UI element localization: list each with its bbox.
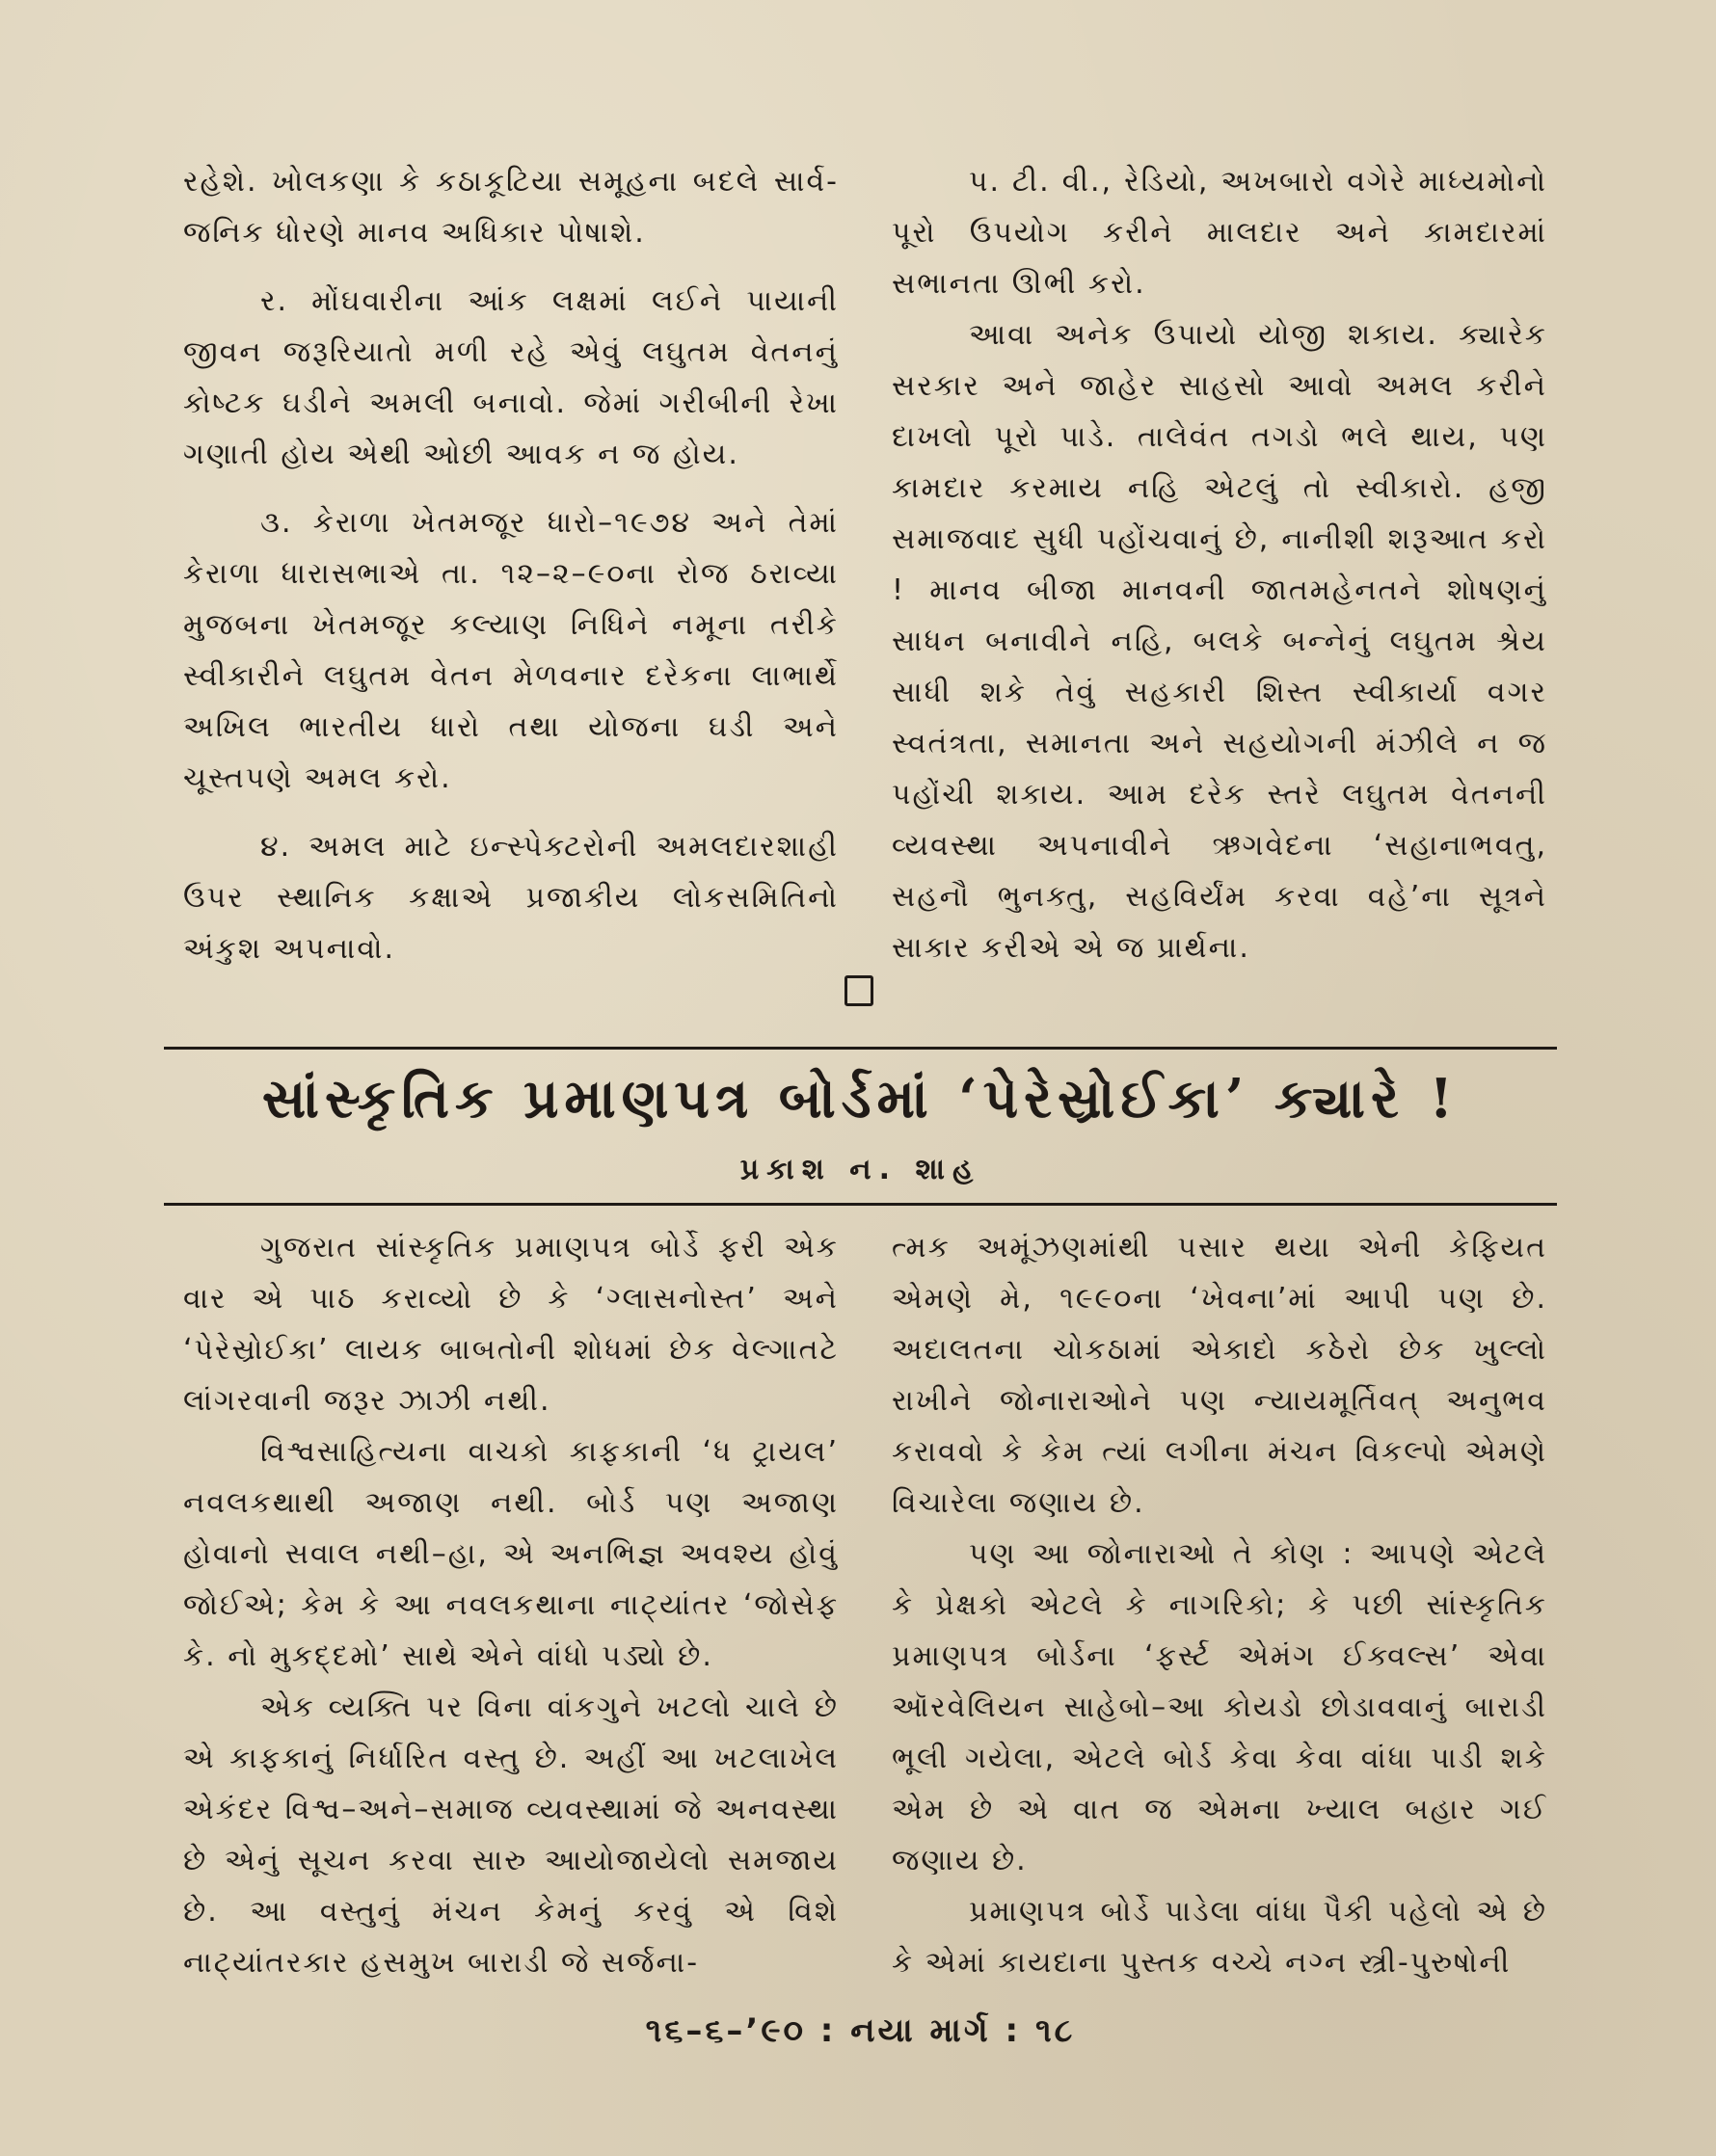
page-footer: ૧૬–૬–’૯૦ : નયા માર્ગ : ૧૮ [645, 2011, 1076, 2050]
bottom-right-column [892, 1222, 1547, 1988]
paragraph: ગુજરાત સાંસ્કૃતિક પ્રમાણપત્ર બોર્ડે ફરી એક વાર એ પાઠ કરાવ્યો છે કે ‘ગ્લાસનોસ્ત’ અને ‘પેરેસ્રોઈકા’ લાયક બાબતોની શોધમાં છેક વેલ્ગાતટે લાંગરવાની જરૂર ઝાઝી નથી. [183, 1231, 839, 1418]
article-author: પ્રકાશ ન. શાહ [739, 1153, 981, 1186]
paragraph: પ્રમાણપત્ર બોર્ડે પાડેલા વાંધા પૈકી પહેલો એ છે કે એમાં કાયદાના પુસ્તક વચ્ચે નગ્ન સ્ત્રી-પુરુષોની [892, 1895, 1547, 1980]
paragraph: પણ આ જોનારાઓ તે કોણ : આપણે એટલે કે પ્રેક્ષકો એટલે કે નાગરિકો; કે પછી સાંસ્કૃતિક પ્રમાણપત્ર બોર્ડના ‘ફર્સ્ટ એમંગ ઈક્વલ્સ’ એવા ઑરવેલિયન સાહેબો–આ કોયડો છોડાવવાનું બારાડી ભૂલી ગયેલા, એટલે બોર્ડ કેવા કેવા વાંધા પાડી શકે એમ છે એ વાત જ એમના ખ્યાલ બહાર ગઈ જણાય છે. [892, 1537, 1547, 1877]
top-left-column [183, 156, 839, 974]
top-right-column [892, 156, 1547, 973]
title-top-rule [164, 1047, 1557, 1050]
paragraph: રહેશે. ખોલકણા કે કઠાકૂટિયા સમૂહના બદલે સાર્વ-જનિક ધોરણે માનવ અધિકાર પોષાશે. [183, 165, 839, 250]
paragraph: વિશ્વસાહિત્યના વાચકો કાફકાની ‘ધ ટ્રાયલ’ નવલકથાથી અજાણ નથી. બોર્ડ પણ અજાણ હોવાનો સવાલ નથી–હા, એ અનભિજ્ઞ અવશ્ય હોવું જોઈએ; કેમ કે આ નવલકથાના નાટ્યાંતર ‘જોસેફ કે. નો મુકદ્દમો’ સાથે એને વાંધો પડ્યો છે. [183, 1435, 839, 1673]
paragraph: પ. ટી. વી., રેડિયો, અખબારો વગેરે માધ્યમોનો પૂરો ઉપયોગ કરીને માલદાર અને કામદારમાં સભાનતા ઊભી કરો. [892, 165, 1547, 301]
bottom-left-column [183, 1222, 839, 1988]
paragraph: એક વ્યક્તિ પર વિના વાંકગુને ખટલો ચાલે છે એ કાફકાનું નિર્ધારિત વસ્તુ છે. અહીં આ ખટલાખેલ એકંદર વિશ્વ–અને–સમાજ વ્યવસ્થામાં જે અનવસ્થા છે એનું સૂચન કરવા સારુ આયોજાયેલો સમજાય છે. આ વસ્તુનું મંચન કેમનું કરવું એ વિશે નાટ્યાંતરકાર હસમુખ બારાડી જે સર્જના- [183, 1690, 839, 1980]
paragraph: ૩. કેરાળા ખેતમજૂર ધારો–૧૯૭૪ અને તેમાં કેરાળા ધારાસભાએ તા. ૧૨–૨–૯૦ના રોજ ઠરાવ્યા મુજબના ખેતમજૂર કલ્યાણ નિધિને નમૂના તરીકે સ્વીકારીને લઘુતમ વેતન મેળવનાર દરેકના લાભાર્થે અખિલ ભારતીય ધારો તથા યોજના ઘડી અને ચૂસ્તપણે અમલ કરો. [183, 506, 839, 795]
paragraph: આવા અનેક ઉપાયો યોજી શકાય. ક્યારેક સરકાર અને જાહેર સાહસો આવો અમલ કરીને દાખલો પૂરો પાડે. તાલેવંત તગડો ભલે થાય, પણ કામદાર કરમાય નહિ એટલું તો સ્વીકારો. હજી સમાજવાદ સુધી પહોંચવાનું છે, નાનીશી શરૂઆત કરો ! માનવ બીજા માનવની જાતમહેનતને શોષણનું સાધન બનાવીને નહિ, બલકે બન્નેનું લઘુતમ શ્રેય સાધી શકે તેવું સહકારી શિસ્ત સ્વીકાર્યા વગર સ્વતંત્રતા, સમાનતા અને સહયોગની મંઝીલે ન જ પહોંચી શકાય. આમ દરેક સ્તરે લઘુતમ વેતનની વ્યવસ્થા અપનાવીને ઋગવેદના ‘સહાનાભવતુ, સહનૌ ભુનક્તુ, સહવિર્યંમ કરવા વહે’ના સૂત્રને સાકાર કરીએ એ જ પ્રાર્થના. [892, 318, 1547, 965]
paragraph: ર. મોંઘવારીના આંક લક્ષમાં લઈને પાયાની જીવન જરૂરિયાતો મળી રહે એવું લઘુતમ વેતનનું કોષ્ટક ઘડીને અમલી બનાવો. જેમાં ગરીબીની રેખા ગણાતી હોય એથી ઓછી આવક ન જ હોય. [183, 284, 839, 471]
paragraph: ત્મક અમૂંઝણમાંથી પસાર થયા એની કેફિયત એમણે મે, ૧૯૯૦ના ‘ખેવના’માં આપી પણ છે. અદાલતના ચોકઠામાં એકાદો કઠેરો છેક ખુલ્લો રાખીને જોનારાઓને પણ ન્યાયમૂર્તિવત્ અનુભવ કરાવવો કે કેમ ત્યાં લગીના મંચન વિકલ્પો એમણે વિચારેલા જણાય છે. [892, 1231, 1547, 1520]
end-of-article-box [845, 975, 873, 1006]
article-title: સાંસ્કૃતિક પ્રમાણપત્ર બોર્ડમાં ‘પેરેસ્રોઈકા’ ક્યારે ! [261, 1067, 1460, 1131]
title-bottom-rule [164, 1203, 1557, 1206]
paragraph: ૪. અમલ માટે ઇન્સ્પેક્ટરોની અમલદારશાહી ઉપર સ્થાનિક કક્ષાએ પ્રજાકીય લોકસમિતિનો અંકુશ અપનાવો. [183, 830, 839, 966]
